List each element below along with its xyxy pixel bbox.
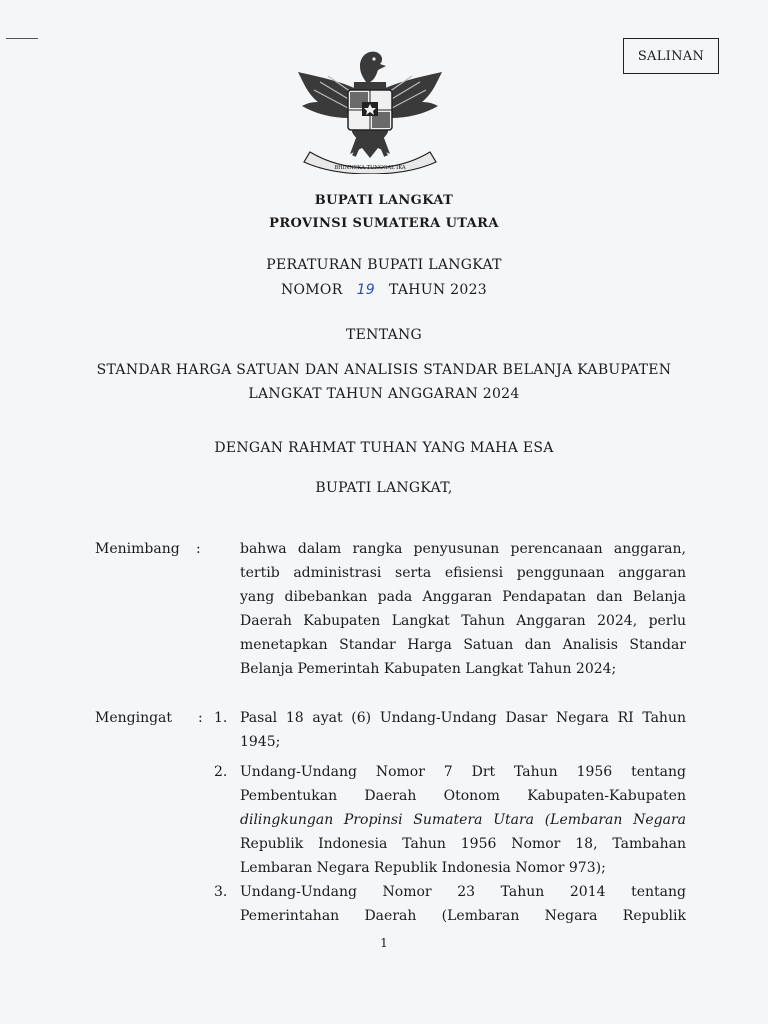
menimbang-line: Daerah Kabupaten Langkat Tahun Anggaran 2024, perlu: [240, 613, 686, 629]
tentang-heading: TENTANG: [345, 327, 423, 343]
menimbang-line: Belanja Pemerintah Kabupaten Langkat Tahun 2024;: [240, 661, 617, 677]
header-province: PROVINSI SUMATERA UTARA: [269, 216, 499, 231]
mengingat-line: dilingkungan Propinsi Sumatera Utara (Lembaran Negara: [240, 812, 686, 828]
mengingat-line: Pembentukan Daerah Otonom Kabupaten-Kabupaten: [240, 788, 686, 804]
menimbang-line: yang dibebankan pada Anggaran Pendapatan dan Belanja: [240, 589, 686, 605]
subject-line-1: STANDAR HARGA SATUAN DAN ANALISIS STANDAR BELANJA KABUPATEN: [96, 362, 672, 378]
mengingat-line: Pasal 18 ayat (6) Undang-Undang Dasar Negara RI Tahun: [240, 710, 686, 726]
mengingat-line: Undang-Undang Nomor 7 Drt Tahun 1956 tentang: [240, 764, 686, 780]
mengingat-line: Republik Indonesia Tahun 1956 Nomor 18, Tambahan: [240, 836, 686, 852]
nomor-value: 19: [356, 282, 375, 298]
menimbang-line: menetapkan Standar Harga Satuan dan Analisis Standar: [240, 637, 686, 653]
page-number: 1: [380, 936, 388, 950]
mengingat-line: Pemerintahan Daerah (Lembaran Negara Republik: [240, 908, 686, 924]
mengingat-line: Undang-Undang Nomor 23 Tahun 2014 tentang: [240, 884, 686, 900]
menimbang-line: tertib administrasi serta efisiensi penggunaan anggaran: [240, 565, 686, 581]
menimbang-paragraph: [240, 537, 686, 681]
mengingat-colon: :: [198, 710, 203, 726]
emblem-motto: BHINNEKA TUNGGAL IKA: [334, 165, 406, 171]
mengingat-line: 1945;: [240, 734, 281, 750]
header-regent: BUPATI LANGKAT: [314, 193, 454, 208]
mengingat-item-number: 3.: [214, 884, 228, 900]
invocation: DENGAN RAHMAT TUHAN YANG MAHA ESA: [214, 440, 554, 456]
menimbang-colon: :: [196, 541, 201, 557]
mengingat-item-number: 1.: [214, 710, 228, 726]
mengingat-item-number: 2.: [214, 764, 228, 780]
regulation-number-line: [0, 282, 768, 298]
tahun-label: TAHUN 2023: [388, 282, 488, 298]
garuda-pancasila-emblem-icon: [290, 42, 450, 174]
authority-line: BUPATI LANGKAT,: [315, 480, 453, 496]
mengingat-item-1: [240, 706, 686, 754]
subject-line-2: LANGKAT TAHUN ANGGARAN 2024: [248, 386, 520, 402]
menimbang-label: Menimbang: [95, 541, 180, 557]
nomor-label: NOMOR: [280, 282, 343, 298]
mengingat-item-3: [240, 880, 686, 928]
menimbang-line: bahwa dalam rangka penyusunan perencanaan anggaran,: [240, 541, 686, 557]
salinan-stamp: SALINAN: [623, 38, 719, 74]
scan-mark: [6, 38, 38, 39]
regulation-title: PERATURAN BUPATI LANGKAT: [266, 257, 502, 273]
mengingat-item-2: [240, 760, 686, 880]
mengingat-line: Lembaran Negara Republik Indonesia Nomor 973);: [240, 860, 606, 876]
mengingat-label: Mengingat: [95, 710, 173, 726]
